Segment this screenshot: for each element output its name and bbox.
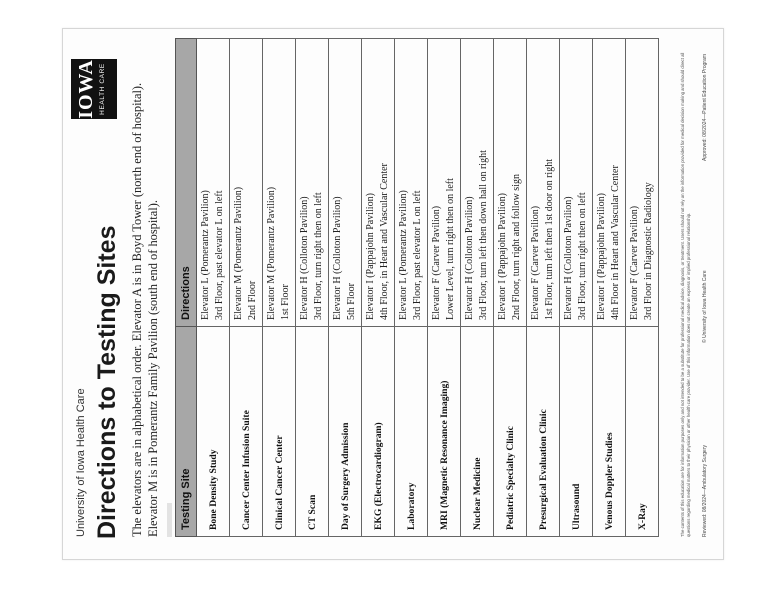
directions-cell <box>527 39 560 327</box>
approved-date: Approved: 08/2024—Patient Education Program <box>702 53 708 161</box>
directions-cell <box>461 39 494 327</box>
table-row <box>461 39 494 537</box>
copyright-notice: © University of Iowa Health Care <box>702 270 708 343</box>
directions-cell <box>230 39 263 327</box>
header-directions: Directions <box>176 39 197 327</box>
elevator-line: Elevator F (Carver Pavilion) <box>629 205 640 320</box>
testing-site-cell: CT Scan <box>296 327 329 537</box>
table-row <box>395 39 428 537</box>
organization-name: University of Iowa Health Care <box>75 388 87 537</box>
header-testing-site: Testing Site <box>176 327 197 537</box>
elevator-line: Elevator L (Pomerantz Pavilion) <box>398 190 409 320</box>
floor-line: 2nd Floor <box>247 280 258 320</box>
directions-cell <box>494 39 527 327</box>
elevator-line: Elevator M (Pomerantz Pavilion) <box>233 186 244 320</box>
testing-site-cell: Bone Density Study <box>197 327 230 537</box>
floor-line: 3rd Floor, turn right then on left <box>313 192 324 320</box>
elevator-line: Elevator I (Pappajohn Pavilion) <box>497 193 508 320</box>
floor-line: 3rd Floor, past elevator L on left <box>412 190 423 320</box>
table-row <box>560 39 593 537</box>
table-row <box>197 39 230 537</box>
directions-cell <box>197 39 230 327</box>
elevator-line: Elevator H (Colloton Pavilion) <box>299 196 310 320</box>
elevator-line: Elevator M (Pomerantz Pavilion) <box>266 186 277 320</box>
page-title: Directions to Testing Sites <box>93 225 121 539</box>
floor-line: 2nd Floor, turn right and follow sign <box>511 174 522 320</box>
directions-cell <box>626 39 659 327</box>
directions-cell <box>362 39 395 327</box>
document-page <box>62 28 724 560</box>
reviewed-date: Reviewed: 08/2024—Ambulatory Surgery <box>702 445 708 537</box>
directions-cell <box>329 39 362 327</box>
elevator-line: Elevator L (Pomerantz Pavilion) <box>200 190 211 320</box>
elevator-line: Elevator H (Colloton Pavilion) <box>332 196 343 320</box>
table-row <box>329 39 362 537</box>
floor-line: 4th Floor, in Heart and Vascular Center <box>379 163 390 320</box>
testing-site-cell: X-Ray <box>626 327 659 537</box>
testing-site-cell: Cancer Center Infusion Suite <box>230 327 263 537</box>
table-row <box>263 39 296 537</box>
table-row <box>593 39 626 537</box>
floor-line: 1st Floor, turn left then 1st door on right <box>544 159 555 320</box>
table-header-row <box>176 39 197 537</box>
floor-line: 4th Floor in Heart and Vascular Center <box>610 165 621 320</box>
table-row <box>296 39 329 537</box>
testing-site-cell: MRI (Magnetic Resonance Imaging) <box>428 327 461 537</box>
directions-cell <box>428 39 461 327</box>
rotated-content <box>63 29 723 559</box>
disclaimer-text: The contents of this education are for information purposes only and not intended to be a substitute for professional medical advice, diagnosis, or treatment. Users should not rely on the information provided for medical decision making and should direct all questions regarding medical matters to their physician or other health care provider. Use of this information does not create an express or implied professional relationship. <box>680 52 691 537</box>
directions-cell <box>593 39 626 327</box>
floor-line: 3rd Floor, turn left then down hall on right <box>478 150 489 320</box>
testing-site-cell: Ultrasound <box>560 327 593 537</box>
testing-site-cell: Clinical Cancer Center <box>263 327 296 537</box>
testing-site-cell: Venous Doppler Studies <box>593 327 626 537</box>
testing-site-cell: Laboratory <box>395 327 428 537</box>
floor-line: 5th Floor <box>346 283 357 320</box>
elevator-line: Elevator H (Colloton Pavilion) <box>464 196 475 320</box>
directions-cell <box>296 39 329 327</box>
iowa-health-care-logo <box>71 59 117 119</box>
floor-line: Lower Level, turn right then on left <box>445 178 456 320</box>
elevator-line: Elevator F (Carver Pavilion) <box>530 205 541 320</box>
table-row <box>428 39 461 537</box>
table-row <box>230 39 263 537</box>
testing-site-cell: Presurgical Evaluation Clinic <box>527 327 560 537</box>
elevator-line: Elevator H (Colloton Pavilion) <box>563 196 574 320</box>
floor-line: 1st Floor <box>280 284 291 320</box>
floor-line: 3rd Floor, past elevator L on left <box>214 190 225 320</box>
floor-line: 3rd Floor in Diagnostic Radiology <box>643 182 654 320</box>
testing-site-cell: Day of Surgery Admission <box>329 327 362 537</box>
table-row <box>362 39 395 537</box>
table-row <box>494 39 527 537</box>
intro-text: The elevators are in alphabetical order. Elevator A is in Boyd Tower (north end of hospital). Elevator M is in Pomerantz Family Pavilion (south end of hospital). <box>130 82 160 537</box>
testing-sites-table <box>175 38 659 537</box>
elevator-line: Elevator I (Pappajohn Pavilion) <box>365 193 376 320</box>
directions-cell <box>560 39 593 327</box>
table-row <box>626 39 659 537</box>
table-row <box>527 39 560 537</box>
floor-line: 3rd Floor, turn right then on left <box>577 192 588 320</box>
logo-wordmark: IOWA <box>75 59 97 119</box>
directions-cell <box>263 39 296 327</box>
logo-subtitle: HEALTH CARE <box>99 63 106 115</box>
directions-cell <box>395 39 428 327</box>
testing-site-cell: EKG (Electrocardiogram) <box>362 327 395 537</box>
elevator-line: Elevator F (Carver Pavilion) <box>431 205 442 320</box>
elevator-line: Elevator I (Pappajohn Pavilion) <box>596 193 607 320</box>
scan-artifact <box>167 503 172 537</box>
testing-site-cell: Pediatric Specialty Clinic <box>494 327 527 537</box>
testing-site-cell: Nuclear Medicine <box>461 327 494 537</box>
